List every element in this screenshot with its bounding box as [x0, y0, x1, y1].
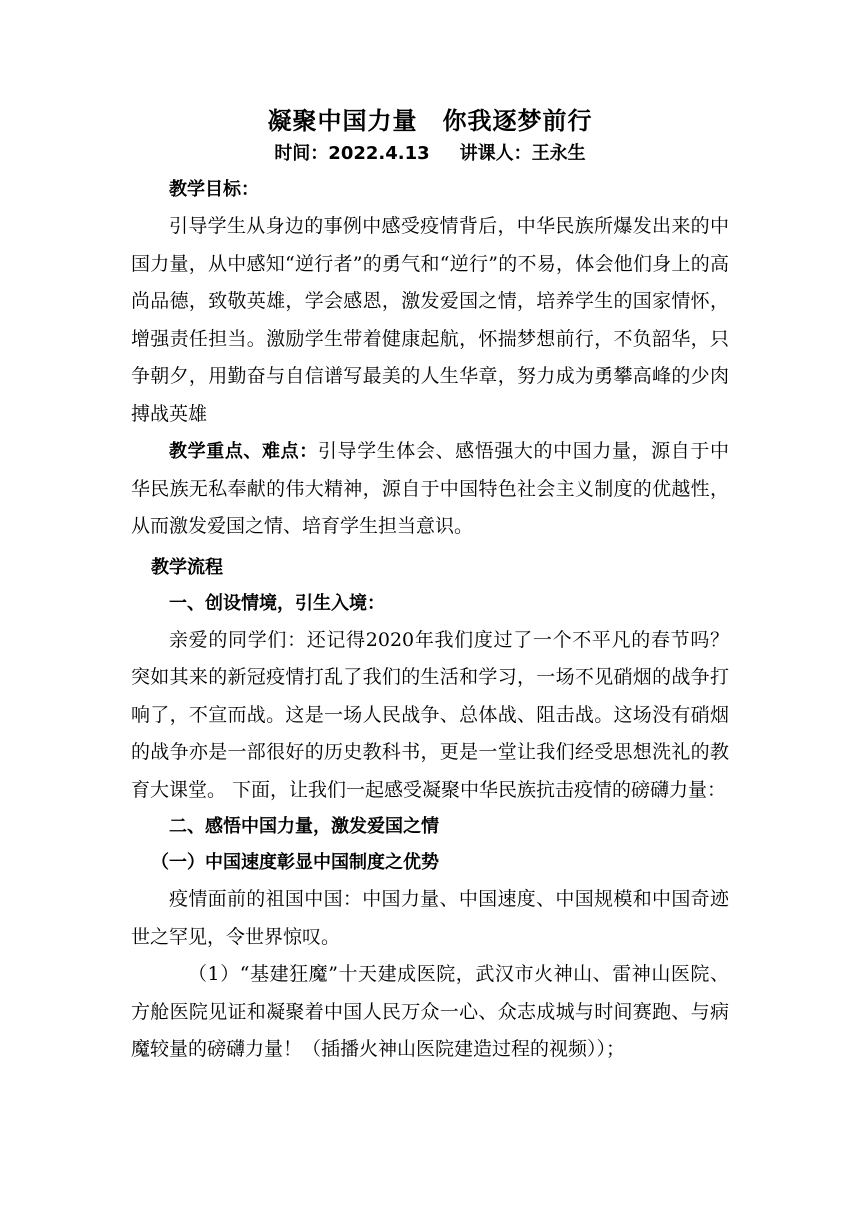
document-title: 凝聚中国力量 你我逐梦前行 — [267, 107, 593, 135]
key-points-text: 引导学生体会、感悟强大的中国力量，源自于中华民族无私奉献的伟大精神，源自于中国特色社会主义制度的优越性，从而激发爱国之情、培育学生担当意识。 — [131, 440, 729, 537]
section-2-heading: 二、感悟中国力量，激发爱国之情 — [169, 816, 439, 837]
goal-paragraph: 引导学生从身边的事例中感受疫情背后，中华民族所爆发出来的中国力量，从中感知“逆行者”的勇气和“逆行”的不易，体会他们身上的高尚品德，致敬英雄，学会感恩，激发爱国之情，培养学生的国家情怀，增强责任担当。激励学生带着健康起航，怀揣梦想前行，不负韶华，只争朝夕，用勤奋与自信谱写最美的人生华章，努力成为勇攀高峰的少肉搏战英雄 — [131, 215, 729, 425]
lesson-lecturer: 讲课人：王永生 — [459, 143, 586, 164]
flow-heading: 教学流程 — [151, 556, 223, 578]
key-points-label: 教学重点、难点： — [169, 441, 318, 462]
document-body — [131, 102, 729, 1069]
lesson-time: 时间：2022.4.13 — [274, 143, 430, 164]
item-1-paragraph: （1）“基建狂魔”十天建成医院，武汉市火神山、雷神山医院、方舱医院见证和凝聚着中国人民万众一心、众志成城与时间赛跑、与病魔较量的磅礴力量！（插播火神山医院建造过程的视频））； — [131, 963, 729, 1060]
subsection-1-paragraph: 疫情面前的祖国中国：中国力量、中国速度、中国规模和中国奇迹世之罕见，令世界惊叹。 — [131, 888, 729, 948]
key-points-paragraph — [131, 433, 729, 546]
section-1-paragraph: 亲爱的同学们：还记得2020年我们度过了一个不平凡的春节吗？突如其来的新冠疫情打乱了我们的生活和学习，一场不见硝烟的战争打响了，不宣而战。这是一场人民战争、总体战、阻击战。这场没有硝烟的战争亦是一部很好的历史教科书，更是一堂让我们经受思想洗礼的教育大课堂。 下面，让我们一起感受凝聚中华民族抗击疫情的磅礴力量： — [131, 628, 729, 801]
lesson-meta — [131, 140, 729, 168]
subsection-1-heading: （一）中国速度彰显中国制度之优势 — [151, 852, 439, 873]
section-1-heading: 一、创设情境，引生入境： — [169, 592, 385, 614]
goal-heading: 教学目标： — [169, 179, 259, 200]
